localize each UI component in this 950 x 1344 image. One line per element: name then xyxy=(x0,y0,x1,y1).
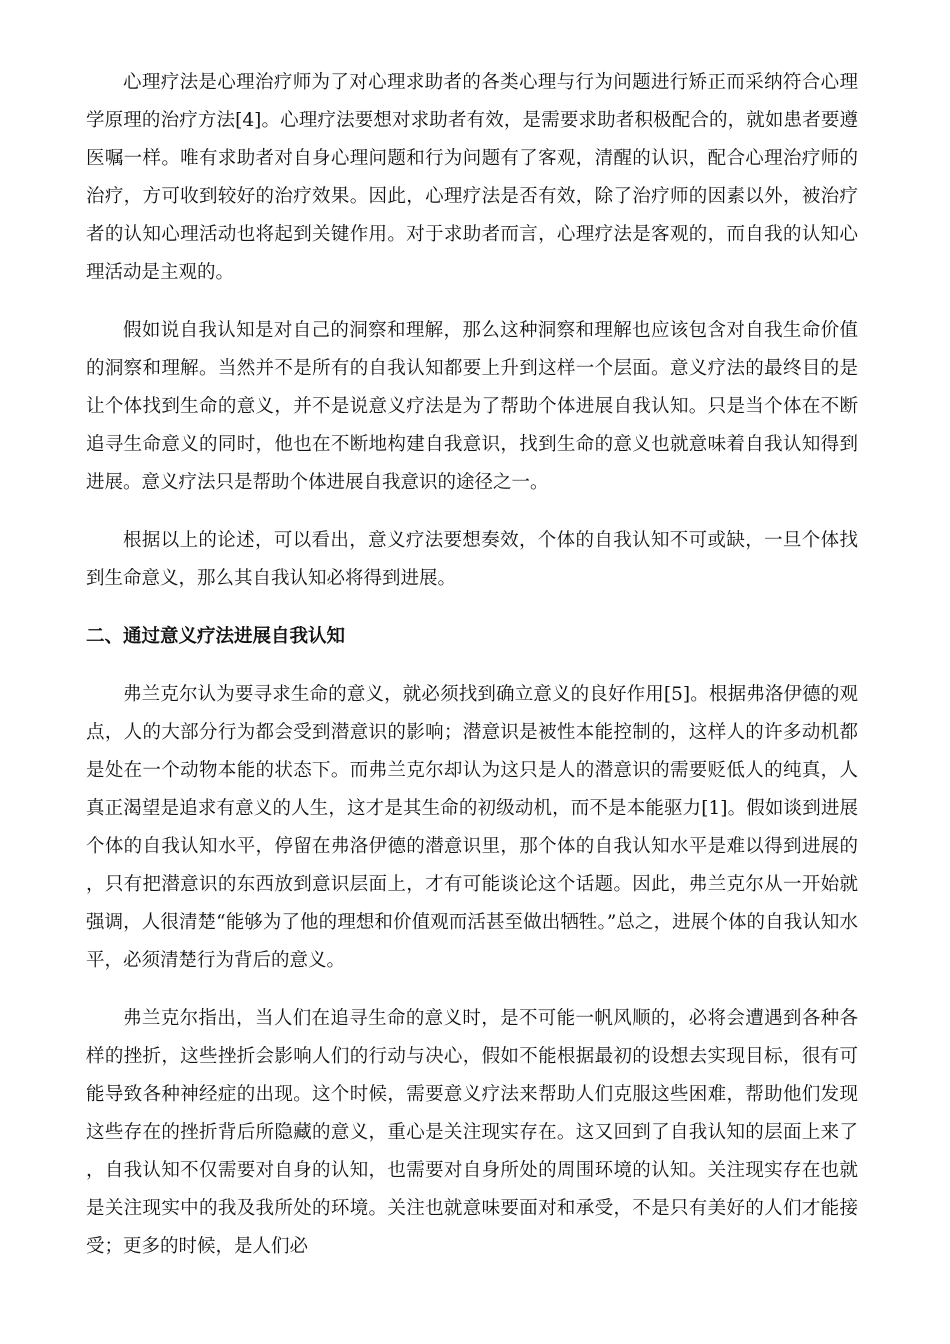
paragraph-conclusion: 根据以上的论述，可以看出，意义疗法要想奏效，个体的自我认知不可或缺，一旦个体找到生命意义，那么其自我认知必将得到进展。 xyxy=(86,530,858,589)
paragraph-frankl-meaning: 弗兰克尔认为要寻求生命的意义，就必须找到确立意义的良好作用[5]。根据弗洛伊德的观点，人的大部分行为都会受到潜意识的影响；潜意识是被性本能控制的，这样人的许多动机都是处在一个动物本能的状态下。而弗兰克尔却认为这只是人的潜意识的需要贬低人的纯真，人真正渴望是追求有意义的人生，这才是其生命的初级动机，而不是本能驱力[1]。假如谈到进展个体的自我认知水平，停留在弗洛伊德的潜意识里，那个体的自我认知水平是难以得到进展的，只有把潜意识的东西放到意识层面上，才有可能谈论这个话题。因此，弗兰克尔从一开始就强调，人很清楚“能够为了他的理想和价值观而活甚至做出牺牲。”总之，进展个体的自我认知水平，必须清楚行为背后的意义。 xyxy=(86,684,858,971)
paragraph-self-cognition-insight: 假如说自我认知是对自己的洞察和理解，那么这种洞察和理解也应该包含对自我生命价值的洞察和理解。当然并不是所有的自我认知都要上升到这样一个层面。意义疗法的最终目的是让个体找到生命的意义，并不是说意义疗法是为了帮助个体进展自我认知。只是当个体在不断追寻生命意义的同时，他也在不断地构建自我意识，找到生命的意义也就意味着自我认知得到进展。意义疗法只是帮助个体进展自我意识的途径之一。 xyxy=(86,320,858,493)
paragraph-psychotherapy-definition: 心理疗法是心理治疗师为了对心理求助者的各类心理与行为问题进行矫正而采纳符合心理学原理的治疗方法[4]。心理疗法要想对求助者有效，是需要求助者积极配合的，就如患者要遵医嘱一样。唯有求助者对自身心理问题和行为问题有了客观，清醒的认识，配合心理治疗师的治疗，方可收到较好的治疗效果。因此，心理疗法是否有效，除了治疗师的因素以外，被治疗者的认知心理活动也将起到关键作用。对于求助者而言，心理疗法是客观的，而自我的认知心理活动是主观的。 xyxy=(86,72,858,283)
section-heading: 二、通过意义疗法进展自我认知 xyxy=(86,626,346,647)
paragraph-frankl-frustration: 弗兰克尔指出，当人们在追寻生命的意义时，是不可能一帆风顺的，必将会遭遇到各种各样的挫折，这些挫折会影响人们的行动与决心，假如不能根据最初的设想去实现目标，很有可能导致各种神经症的出现。这个时候，需要意义疗法来帮助人们克服这些困难，帮助他们发现这些存在的挫折背后所隐藏的意义，重心是关注现实存在。这又回到了自我认知的层面上来了，自我认知不仅需要对自身的认知，也需要对自身所处的周围环境的认知。关注现实存在也就是关注现实中的我及我所处的环境。关注也就意味要面对和承受，不是只有美好的人们才能接受；更多的时候，是人们必 xyxy=(86,1008,858,1257)
